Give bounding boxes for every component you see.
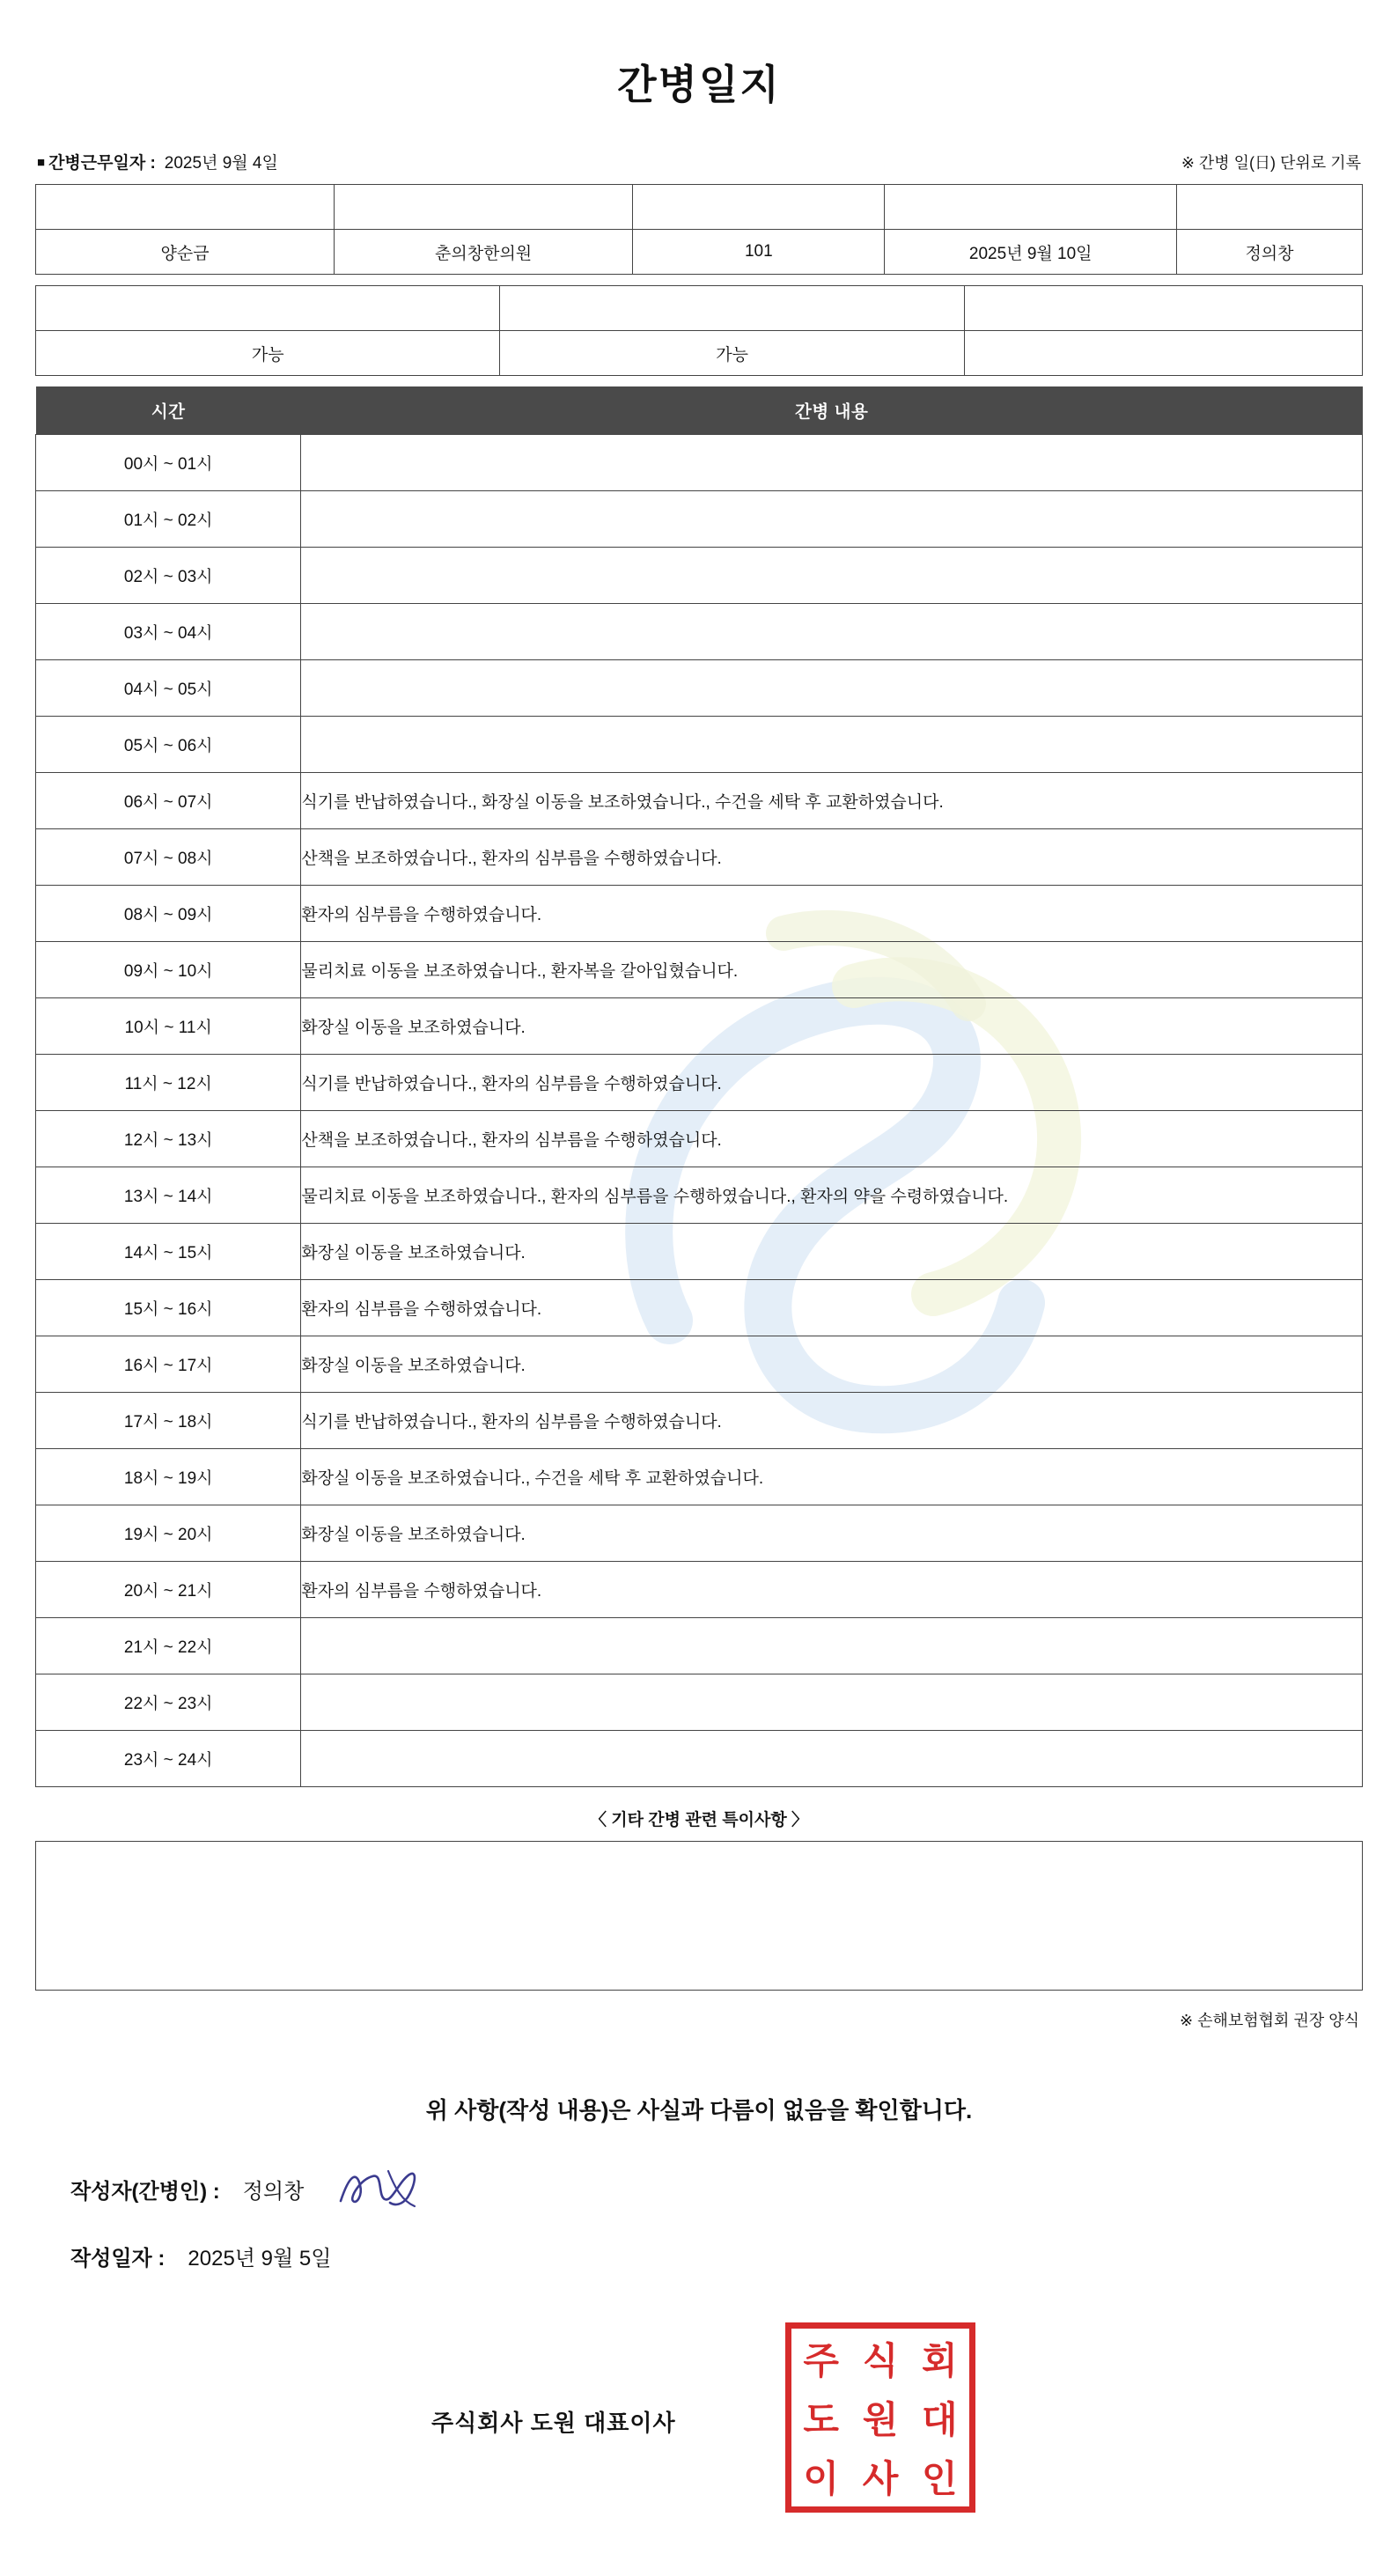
table-row xyxy=(36,435,1363,491)
time-label: 06시 ~ 07시 xyxy=(36,773,301,829)
time-label: 05시 ~ 06시 xyxy=(36,717,301,773)
care-note: 화장실 이동을 보조하였습니다., 수건을 세탁 후 교환하였습니다. xyxy=(301,1449,1363,1505)
author-value: 정의창 xyxy=(242,2179,305,2204)
care-note: 산책을 보조하였습니다., 환자의 심부름을 수행하였습니다. xyxy=(301,829,1363,886)
stamp-char: 인 xyxy=(922,2460,958,2501)
meta-row xyxy=(35,150,1363,184)
table-row xyxy=(36,717,1363,773)
table-row xyxy=(36,491,1363,548)
time-label: 18시 ~ 19시 xyxy=(36,1449,301,1505)
value-room-number: 101 xyxy=(633,230,885,275)
time-label: 22시 ~ 23시 xyxy=(36,1674,301,1731)
time-label: 09시 ~ 10시 xyxy=(36,942,301,998)
unit-note: ※ 간병 일(日) 단위로 기록 xyxy=(1181,154,1361,172)
company-name: 주식회사 도원 대표이사 xyxy=(431,2410,676,2436)
time-label: 03시 ~ 04시 xyxy=(36,604,301,660)
care-note xyxy=(301,548,1363,604)
table-row-header xyxy=(36,386,1363,435)
care-note: 화장실 이동을 보조하였습니다. xyxy=(301,1224,1363,1280)
care-note: 화장실 이동을 보조하였습니다. xyxy=(301,998,1363,1055)
company-seal-stamp xyxy=(785,2322,975,2513)
table-row xyxy=(36,1280,1363,1336)
time-label: 21시 ~ 22시 xyxy=(36,1618,301,1674)
association-note: ※ 손해보험협회 권장 양식 xyxy=(1180,2012,1359,2029)
author-row xyxy=(70,2171,1363,2206)
stamp-char: 도 xyxy=(803,2400,839,2441)
handwritten-signature-icon xyxy=(334,2162,439,2215)
value-self-walking: 가능 xyxy=(36,331,500,376)
stamp-char: 대 xyxy=(922,2400,958,2441)
time-label: 16시 ~ 17시 xyxy=(36,1336,301,1393)
table-row xyxy=(36,331,1363,376)
company-row xyxy=(35,2308,1363,2501)
stamp-char: 식 xyxy=(862,2341,899,2382)
time-label: 08시 ~ 09시 xyxy=(36,886,301,942)
care-note: 화장실 이동을 보조하였습니다. xyxy=(301,1336,1363,1393)
special-notes-title: 〈 기타 간병 관련 특이사항 〉 xyxy=(590,1811,808,1829)
care-note: 화장실 이동을 보조하였습니다. xyxy=(301,1505,1363,1562)
care-note: 물리치료 이동을 보조하였습니다., 환자의 심부름을 수행하였습니다., 환자의 약을 수령하였습니다. xyxy=(301,1167,1363,1224)
table-row-header xyxy=(36,286,1363,331)
table-row xyxy=(36,1505,1363,1562)
table-row xyxy=(36,1336,1363,1393)
care-note: 환자의 심부름을 수행하였습니다. xyxy=(301,1562,1363,1618)
table-row xyxy=(36,1562,1363,1618)
time-label: 14시 ~ 15시 xyxy=(36,1224,301,1280)
col-header-tube-insertion: 체내 관 삽입 xyxy=(964,286,1362,331)
value-tube-insertion xyxy=(964,331,1362,376)
author-label: 작성자(간병인) : xyxy=(70,2179,220,2204)
table-row xyxy=(36,548,1363,604)
col-header-hospital: 의료기관 xyxy=(335,185,633,230)
table-row xyxy=(36,1111,1363,1167)
value-admission-date: 2025년 9월 10일 xyxy=(885,230,1177,275)
time-label: 12시 ~ 13시 xyxy=(36,1111,301,1167)
sign-date-row xyxy=(70,2238,1363,2273)
time-label: 10시 ~ 11시 xyxy=(36,998,301,1055)
care-note: 식기를 반납하였습니다., 화장실 이동을 보조하였습니다., 수건을 세탁 후 교환하였습니다. xyxy=(301,773,1363,829)
work-date-value: 2025년 9월 4일 xyxy=(164,154,278,173)
care-note: 환자의 심부름을 수행하였습니다. xyxy=(301,886,1363,942)
col-header-oral-intake: 음식 경구 섭취 xyxy=(500,286,964,331)
table-row xyxy=(36,604,1363,660)
condition-table xyxy=(35,285,1363,376)
sign-date-value: 2025년 9월 5일 xyxy=(188,2246,332,2271)
time-label: 20시 ~ 21시 xyxy=(36,1562,301,1618)
table-row-header xyxy=(36,185,1363,230)
care-note xyxy=(301,717,1363,773)
stamp-char: 이 xyxy=(803,2460,839,2501)
care-note: 물리치료 이동을 보조하였습니다., 환자복을 갈아입혔습니다. xyxy=(301,942,1363,998)
time-label: 04시 ~ 05시 xyxy=(36,660,301,717)
table-row xyxy=(36,230,1363,275)
col-header-room-number: 병실호수 xyxy=(633,185,885,230)
col-header-caregiver-name: 간병인명 xyxy=(1176,185,1362,230)
value-caregiver-name: 정의창 xyxy=(1176,230,1362,275)
stamp-char: 사 xyxy=(862,2460,899,2501)
col-header-self-walking: 자가 보행 xyxy=(36,286,500,331)
hourly-log-table xyxy=(35,386,1363,1787)
page-title: 간병일지 xyxy=(617,62,781,107)
table-row xyxy=(36,773,1363,829)
table-row xyxy=(36,1055,1363,1111)
table-row xyxy=(36,886,1363,942)
table-row xyxy=(36,1731,1363,1787)
care-note xyxy=(301,1731,1363,1787)
table-row xyxy=(36,1224,1363,1280)
care-note: 식기를 반납하였습니다., 환자의 심부름을 수행하였습니다. xyxy=(301,1393,1363,1449)
care-note: 산책을 보조하였습니다., 환자의 심부름을 수행하였습니다. xyxy=(301,1111,1363,1167)
care-note xyxy=(301,660,1363,717)
bullet-square-icon: ■ xyxy=(37,155,46,170)
care-note xyxy=(301,491,1363,548)
stamp-char: 회 xyxy=(922,2341,958,2382)
col-header-time: 시간 xyxy=(36,386,301,435)
care-note xyxy=(301,1618,1363,1674)
time-label: 01시 ~ 02시 xyxy=(36,491,301,548)
patient-info-table xyxy=(35,184,1363,275)
time-label: 07시 ~ 08시 xyxy=(36,829,301,886)
col-header-care-content: 간병 내용 xyxy=(301,386,1363,435)
time-label: 15시 ~ 16시 xyxy=(36,1280,301,1336)
work-date-block xyxy=(37,150,278,173)
col-header-patient-name: 환자성명 xyxy=(36,185,335,230)
table-row xyxy=(36,829,1363,886)
value-oral-intake: 가능 xyxy=(500,331,964,376)
care-note: 식기를 반납하였습니다., 환자의 심부름을 수행하였습니다. xyxy=(301,1055,1363,1111)
table-row xyxy=(36,942,1363,998)
table-row xyxy=(36,1449,1363,1505)
table-row xyxy=(36,998,1363,1055)
work-date-label: 간병근무일자 : xyxy=(48,154,156,173)
table-row xyxy=(36,1618,1363,1674)
time-label: 19시 ~ 20시 xyxy=(36,1505,301,1562)
value-hospital: 춘의창한의원 xyxy=(335,230,633,275)
time-label: 23시 ~ 24시 xyxy=(36,1731,301,1787)
table-row xyxy=(36,660,1363,717)
special-notes-box[interactable] xyxy=(35,1841,1363,1991)
time-label: 02시 ~ 03시 xyxy=(36,548,301,604)
sign-date-label: 작성일자 : xyxy=(70,2246,166,2271)
care-note xyxy=(301,1674,1363,1731)
col-header-admission-date: 입원날짜 xyxy=(885,185,1177,230)
table-row xyxy=(36,1674,1363,1731)
signature-block xyxy=(35,2171,1363,2273)
time-label: 00시 ~ 01시 xyxy=(36,435,301,491)
care-note xyxy=(301,604,1363,660)
stamp-char: 주 xyxy=(803,2341,839,2382)
table-row xyxy=(36,1167,1363,1224)
time-label: 13시 ~ 14시 xyxy=(36,1167,301,1224)
confirmation-statement: 위 사항(작성 내용)은 사실과 다름이 없음을 확인합니다. xyxy=(425,2097,973,2123)
value-patient-name: 양순금 xyxy=(36,230,335,275)
stamp-char: 원 xyxy=(862,2400,899,2441)
table-row xyxy=(36,1393,1363,1449)
care-note xyxy=(301,435,1363,491)
care-note: 환자의 심부름을 수행하였습니다. xyxy=(301,1280,1363,1336)
time-label: 11시 ~ 12시 xyxy=(36,1055,301,1111)
time-label: 17시 ~ 18시 xyxy=(36,1393,301,1449)
